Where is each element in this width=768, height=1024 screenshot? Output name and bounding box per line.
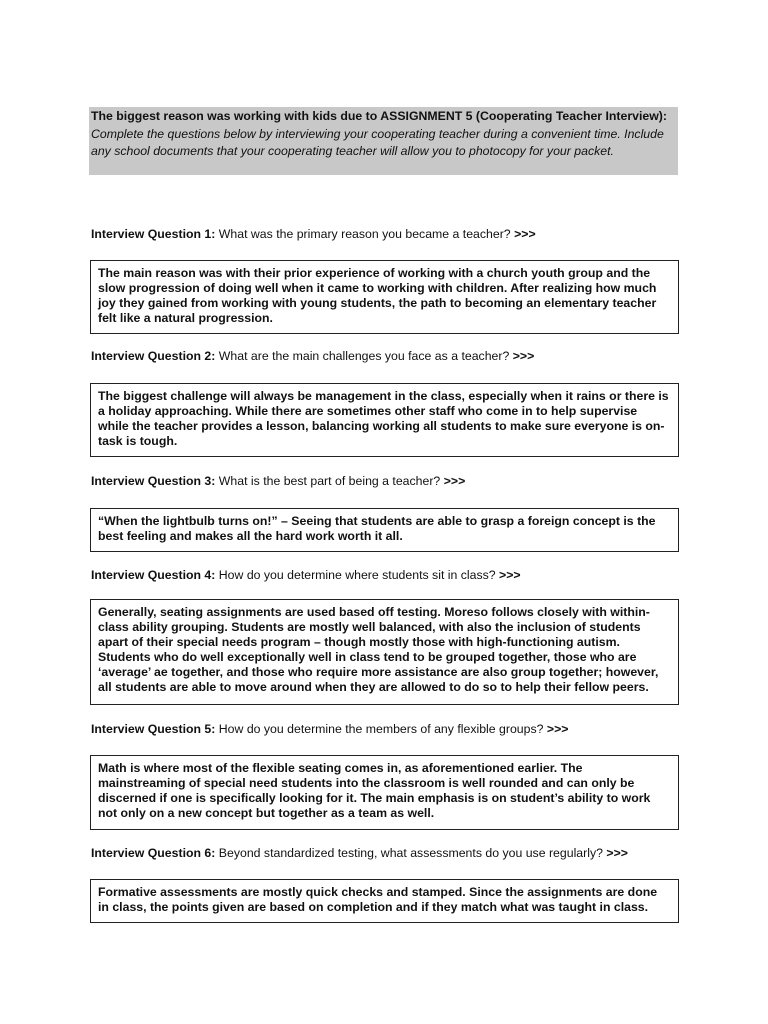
assignment-title: The biggest reason was working with kids due to ASSIGNMENT 5 (Cooperating Teacher Interview): <box>91 109 667 123</box>
answer-box-6: Formative assessments are mostly quick checks and stamped. Since the assignments are done in class, the points given are based on completion and if they match what was taught in class. <box>90 879 679 923</box>
assignment-instructions: Complete the questions below by interviewing your cooperating teacher during a convenient time. Include any school documents that your cooperating teacher will allow you to photocopy for your packet. <box>91 126 664 158</box>
question-arrow: >>> <box>443 474 466 488</box>
interview-question-1 <box>91 226 536 242</box>
question-text: What is the best part of being a teacher? <box>218 474 441 488</box>
answer-box-5: Math is where most of the flexible seating comes in, as aforementioned earlier. The mainstreaming of special need students into the classroom is well rounded and can only be discerned if one is specifically looking for it. The main emphasis is on student’s ability to work not only on a new concept but together as a team as well. <box>90 755 679 830</box>
interview-question-6 <box>91 845 628 861</box>
interview-question-3 <box>91 473 465 489</box>
question-arrow: >>> <box>499 568 521 582</box>
question-arrow: >>> <box>546 722 569 736</box>
question-label: Interview Question 4: <box>91 568 216 582</box>
interview-question-2 <box>91 348 534 364</box>
question-label: Interview Question 5: <box>91 722 216 736</box>
question-label: Interview Question 6: <box>91 846 216 860</box>
question-arrow: >>> <box>512 349 535 363</box>
question-arrow: >>> <box>514 227 536 241</box>
answer-box-2: The biggest challenge will always be management in the class, especially when it rains or there is a holiday approaching. While there are sometimes other staff who come in to help supervise while the teacher provides a lesson, balancing working all students to make sure everyone is on-task is tough. <box>90 383 679 457</box>
interview-question-4 <box>91 567 521 583</box>
answer-box-1: The main reason was with their prior experience of working with a church youth group and the slow progression of doing well when it came to working with children. After realizing how much joy they gained from working with young students, the path to becoming an elementary teacher felt like a natural progression. <box>90 260 679 334</box>
question-text: What was the primary reason you became a teacher? <box>218 227 511 241</box>
answer-box-4: Generally, seating assignments are used based off testing. Moreso follows closely with within-class ability grouping. Students are mostly well balanced, with also the inclusion of students apart of their special needs program – though mostly those with high-functioning autism. Students who do well exceptionally well in class tend to be grouped together, those who are ‘average’ ae together, and those who require more assistance are also group together; however, all students are able to move around when they are allowed to do so to help their fellow peers. <box>90 599 679 705</box>
question-arrow: >>> <box>606 846 628 860</box>
question-text: What are the main challenges you face as a teacher? <box>218 349 510 363</box>
question-text: Beyond standardized testing, what assessments do you use regularly? <box>218 846 603 860</box>
question-label: Interview Question 2: <box>91 349 216 363</box>
answer-box-3: “When the lightbulb turns on!” – Seeing that students are able to grasp a foreign concept is the best feeling and makes all the hard work worth it all. <box>90 508 679 552</box>
interview-question-5 <box>91 721 568 737</box>
question-text: How do you determine where students sit in class? <box>218 568 496 582</box>
question-label: Interview Question 3: <box>91 474 216 488</box>
question-text: How do you determine the members of any flexible groups? <box>218 722 544 736</box>
assignment-header <box>89 107 678 175</box>
question-label: Interview Question 1: <box>91 227 216 241</box>
